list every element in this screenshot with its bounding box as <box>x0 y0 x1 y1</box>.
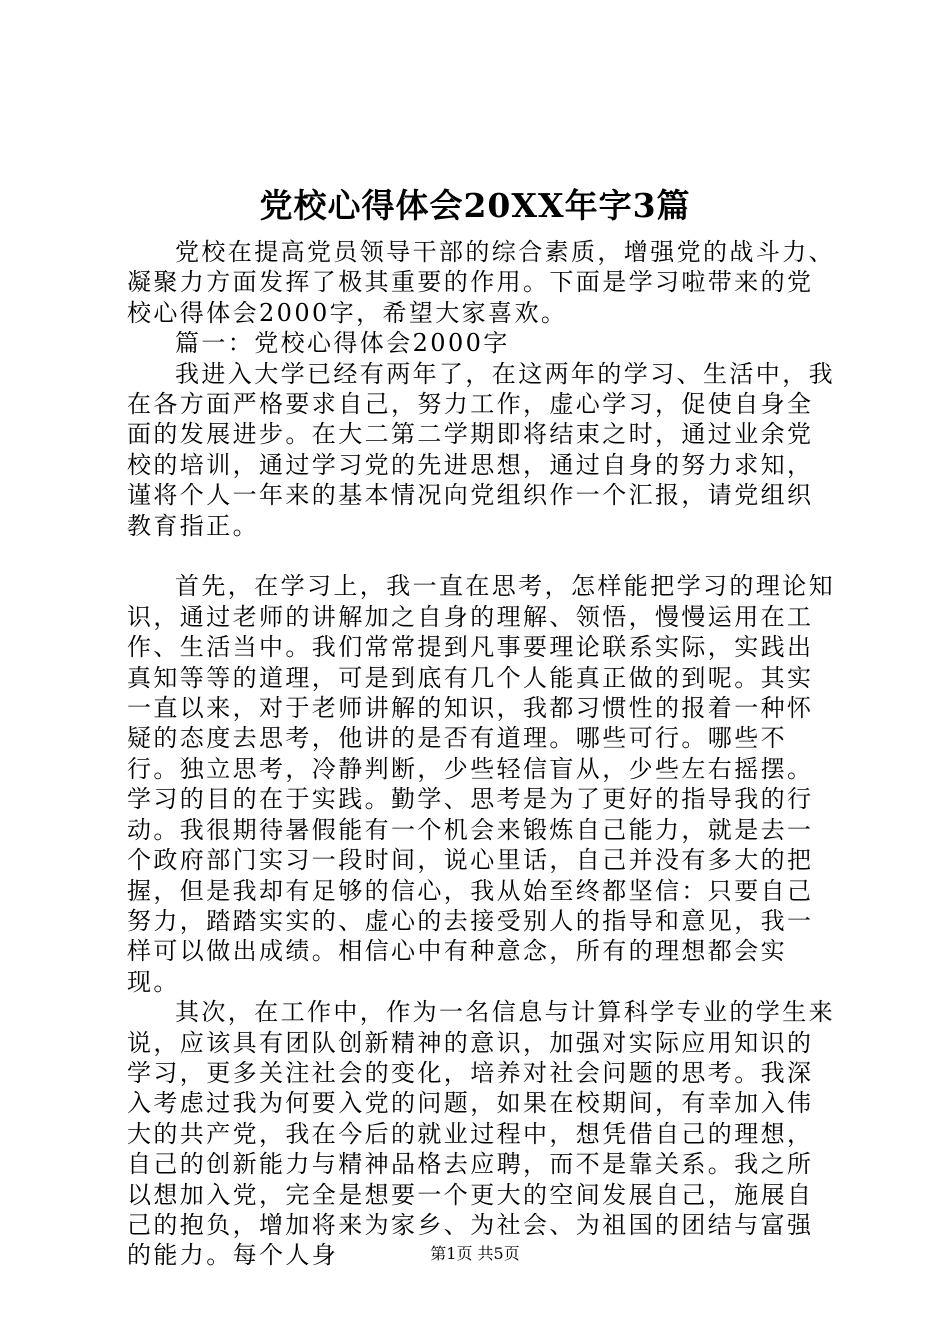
section-heading: 篇一：党校心得体会2000字 <box>175 329 510 358</box>
paragraph-spacer <box>127 541 837 571</box>
intro-paragraph: 党校在提高党员领导干部的综合素质，增强党的战斗力、凝聚力方面发挥了极其重要的作用。下面是学习啦带来的党校心得体会2000字，希望大家喜欢。 <box>127 238 835 327</box>
body-paragraph: 我进入大学已经有两年了，在这两年的学习、生活中，我在各方面严格要求自己，努力工作，虚心学习，促使自身全面的发展进步。在大二第二学期即将结束之时，通过业余党校的培训，通过学习党的先进思想，通过自身的努力求知，谨将个人一年来的基本情况向党组织作一个汇报，请党组织教育指正。 <box>127 359 835 540</box>
document-title: 党校心得体会20XX年字3篇 <box>259 186 691 225</box>
document-body <box>127 237 837 1271</box>
page-number: 第1页 共5页 <box>430 1244 520 1263</box>
body-paragraph: 首先，在学习上，我一直在思考，怎样能把学习的理论知识，通过老师的讲解加之自身的理解、领悟，慢慢运用在工作、生活当中。我们常常提到凡事要理论联系实际，实践出真知等等的道理，可是到底有几个人能真正做的到呢。其实一直以来，对于老师讲解的知识，我都习惯性的报着一种怀疑的态度去思考，他讲的是否有道理。哪些可行。哪些不行。独立思考，冷静判断，少些轻信盲从，少些左右摇摆。学习的目的在于实践。勤学、思考是为了更好的指导我的行动。我很期待暑假能有一个机会来锻炼自己能力，就是去一个政府部门实习一段时间，说心里话，自己并没有多大的把握，但是我却有足够的信心，我从始至终都坚信：只要自己努力，踏踏实实的、虚心的去接受别人的指导和意见，我一样可以做出成绩。相信心中有种意念，所有的理想都会实现。 <box>127 572 835 996</box>
body-paragraph: 其次，在工作中，作为一名信息与计算科学专业的学生来说，应该具有团队创新精神的意识，加强对实际应用知识的学习，更多关注社会的变化，培养对社会问题的思考。我深入考虑过我为何要入党的问题，如果在校期间，有幸加入伟大的共产党，我在今后的就业过程中，想凭借自己的理想，自己的创新能力与精神品格去应聘，而不是靠关系。我之所以想加入党，完全是想要一个更大的空间发展自己，施展自己的抱负，增加将来为家乡、为社会、为祖国的团结与富强的能力。每个人身 <box>127 998 835 1270</box>
